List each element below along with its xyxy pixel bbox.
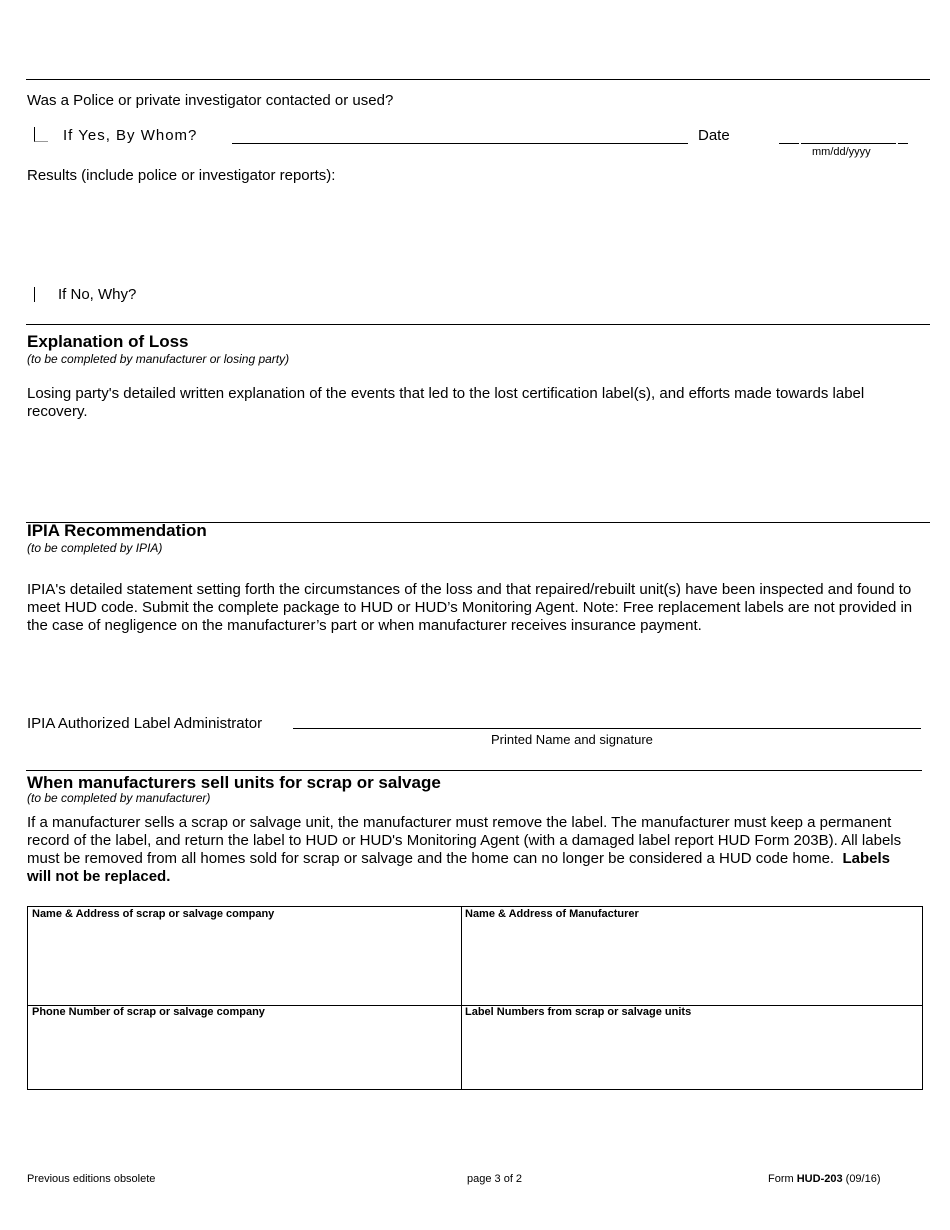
if-yes-checkbox[interactable]: [34, 127, 48, 142]
date-field-part-2[interactable]: [801, 143, 896, 144]
table-cell-scrap-company-phone[interactable]: [27, 1005, 462, 1090]
results-label: Results (include police or investigator reports):: [27, 167, 336, 184]
ipia-title: IPIA Recommendation: [27, 521, 207, 540]
explanation-subtitle: (to be completed by manufacturer or losing party): [27, 352, 290, 366]
ipia-body: IPIA's detailed statement setting forth the circumstances of the loss and that repaired/rebuilt unit(s) have been inspected and found to meet HUD code. Submit the complete package to HUD or HUD’s Monitoring Agent. Note: Free replacement labels are not provided in the case of negligence on the manufacturer’s part or when manufacturer receives insurance payment.: [27, 581, 913, 634]
table-cell-manufacturer-address[interactable]: [461, 906, 923, 1006]
date-format-hint: mm/dd/yyyy: [812, 146, 871, 158]
ipia-admin-label: IPIA Authorized Label Administrator: [27, 715, 263, 732]
table-cell-label: Phone Number of scrap or salvage company: [32, 1006, 265, 1018]
results-field[interactable]: [27, 188, 927, 278]
table-cell-label: Name & Address of Manufacturer: [465, 908, 639, 920]
date-field-part-3[interactable]: [898, 143, 908, 144]
explanation-field[interactable]: [27, 425, 927, 515]
explanation-title: Explanation of Loss: [27, 332, 189, 351]
if-yes-label: If Yes, By Whom?: [63, 127, 198, 144]
explanation-divider: [26, 324, 930, 325]
by-whom-field[interactable]: [232, 143, 688, 144]
footer-form-number: HUD-203: [796, 1173, 843, 1185]
table-cell-label: Name & Address of scrap or salvage company: [32, 908, 275, 920]
scrap-subtitle: (to be completed by manufacturer): [27, 791, 211, 805]
scrap-divider: [26, 770, 922, 771]
scrap-title: When manufacturers sell units for scrap or salvage: [27, 773, 441, 792]
table-cell-label-numbers[interactable]: [461, 1005, 923, 1090]
date-label: Date: [698, 127, 730, 144]
scrap-body: [27, 814, 907, 886]
footer-form-id: [768, 1173, 881, 1186]
if-no-label: If No, Why?: [58, 286, 137, 303]
scrap-body-text: If a manufacturer sells a scrap or salvage unit, the manufacturer must remove the label. The manufacturer must keep a permanent record of the label, and return the label to HUD or HUD's Monitoring Agent (with a damaged label report HUD Form 203B). All labels must be removed from all homes sold for scrap or salvage and the home can no longer be considered a HUD code home.: [27, 814, 902, 867]
police-question: Was a Police or private investigator contacted or used?: [27, 92, 394, 109]
scrap-body-bold: Labels will not be replaced.: [27, 850, 890, 885]
signature-field[interactable]: [293, 728, 921, 729]
footer-form-date: (09/16): [842, 1173, 881, 1185]
footer-form-prefix: Form: [768, 1173, 797, 1185]
footer-page-number: page 3 of 2: [467, 1173, 523, 1185]
table-cell-label: Label Numbers from scrap or salvage units: [465, 1006, 692, 1018]
signature-caption: Printed Name and signature: [491, 732, 653, 747]
top-divider: [26, 79, 930, 80]
ipia-subtitle: (to be completed by IPIA): [27, 541, 163, 555]
table-cell-scrap-company-address[interactable]: [27, 906, 462, 1006]
footer-left: Previous editions obsolete: [27, 1173, 156, 1185]
if-no-checkbox[interactable]: [34, 287, 35, 302]
date-field-part-1[interactable]: [779, 143, 799, 144]
explanation-body: Losing party's detailed written explanation of the events that led to the lost certification label(s), and efforts made towards label recovery.: [27, 385, 865, 420]
